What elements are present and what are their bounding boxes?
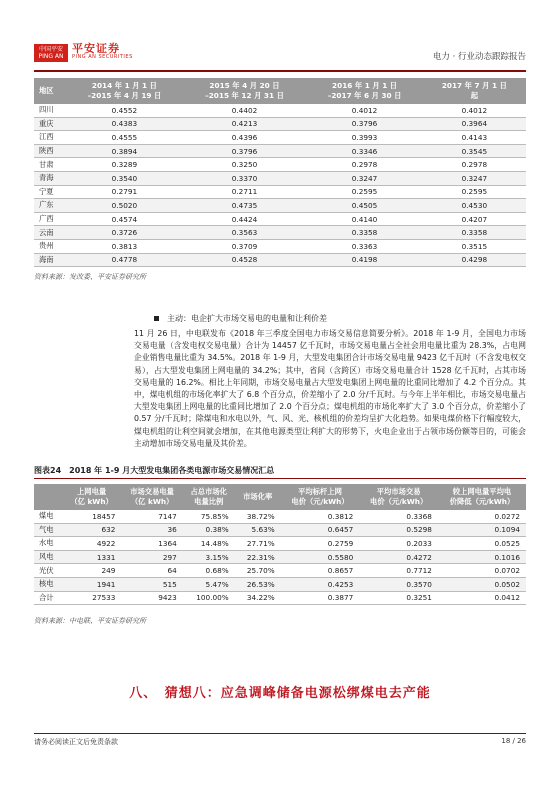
value-cell: 0.3726 bbox=[66, 226, 182, 240]
value-cell: 0.3964 bbox=[423, 117, 526, 131]
value-cell: 7147 bbox=[121, 510, 182, 523]
value-cell: 0.3515 bbox=[423, 239, 526, 253]
value-cell: 0.2595 bbox=[306, 185, 422, 199]
value-cell: 0.4213 bbox=[183, 117, 307, 131]
row-label-cell: 光伏 bbox=[34, 564, 62, 578]
column-header: 占总市场化 电量比例 bbox=[183, 484, 235, 510]
value-cell: 0.0412 bbox=[438, 591, 526, 605]
value-cell: 22.31% bbox=[235, 550, 281, 564]
value-cell: 0.3247 bbox=[423, 171, 526, 185]
value-cell: 0.4528 bbox=[183, 253, 307, 267]
row-label-cell: 广东 bbox=[34, 199, 66, 213]
table-row bbox=[34, 591, 526, 605]
value-cell: 0.3812 bbox=[281, 510, 360, 523]
value-cell: 0.4272 bbox=[359, 550, 438, 564]
value-cell: 0.3368 bbox=[359, 510, 438, 523]
table-row bbox=[34, 537, 526, 551]
column-header: 2016 年 1 月 1 日 –2017 年 6 月 30 日 bbox=[306, 78, 422, 104]
value-cell: 0.2595 bbox=[423, 185, 526, 199]
row-label-cell: 广西 bbox=[34, 212, 66, 226]
value-cell: 27533 bbox=[62, 591, 122, 605]
value-cell: 0.3247 bbox=[306, 171, 422, 185]
value-cell: 0.1016 bbox=[438, 550, 526, 564]
value-cell: 0.4778 bbox=[66, 253, 182, 267]
table-row bbox=[34, 239, 526, 253]
value-cell: 0.4735 bbox=[183, 199, 307, 213]
logo-name-en: PING AN SECURITIES bbox=[72, 54, 133, 60]
table-row bbox=[34, 171, 526, 185]
table-row bbox=[34, 117, 526, 131]
value-cell: 3.15% bbox=[183, 550, 235, 564]
row-label-cell: 甘肃 bbox=[34, 158, 66, 172]
value-cell: 34.22% bbox=[235, 591, 281, 605]
value-cell: 0.3894 bbox=[66, 144, 182, 158]
value-cell: 100.00% bbox=[183, 591, 235, 605]
row-label-cell: 核电 bbox=[34, 577, 62, 591]
value-cell: 0.5020 bbox=[66, 199, 182, 213]
row-label-cell: 贵州 bbox=[34, 239, 66, 253]
header-rule bbox=[34, 70, 526, 72]
value-cell: 0.4012 bbox=[306, 104, 422, 117]
row-label-cell: 陕西 bbox=[34, 144, 66, 158]
column-header: 平均标杆上网 电价（元/kWh） bbox=[281, 484, 360, 510]
value-cell: 0.0702 bbox=[438, 564, 526, 578]
table-row bbox=[34, 104, 526, 117]
value-cell: 0.7712 bbox=[359, 564, 438, 578]
value-cell: 0.4574 bbox=[66, 212, 182, 226]
value-cell: 297 bbox=[121, 550, 182, 564]
value-cell: 36 bbox=[121, 523, 182, 537]
value-cell: 0.4424 bbox=[183, 212, 307, 226]
value-cell: 0.4505 bbox=[306, 199, 422, 213]
value-cell: 18457 bbox=[62, 510, 122, 523]
value-cell: 38.72% bbox=[235, 510, 281, 523]
value-cell: 0.2759 bbox=[281, 537, 360, 551]
footer-rule bbox=[34, 733, 526, 734]
row-label-cell: 煤电 bbox=[34, 510, 62, 523]
row-label-cell: 风电 bbox=[34, 550, 62, 564]
value-cell: 1364 bbox=[121, 537, 182, 551]
column-header: 市场化率 bbox=[235, 484, 281, 510]
row-label-cell: 气电 bbox=[34, 523, 62, 537]
value-cell: 0.3289 bbox=[66, 158, 182, 172]
value-cell: 0.3370 bbox=[183, 171, 307, 185]
value-cell: 9423 bbox=[121, 591, 182, 605]
logo-name-cn: 平安证券 bbox=[72, 42, 120, 55]
column-header: 平均市场交易 电价（元/kWh） bbox=[359, 484, 438, 510]
column-header: 上网电量 （亿 kWh） bbox=[62, 484, 122, 510]
value-cell: 0.3545 bbox=[423, 144, 526, 158]
value-cell: 4922 bbox=[62, 537, 122, 551]
table1-source: 资料来源：发改委、平安证券研究所 bbox=[34, 273, 146, 281]
figure-title: 图表24 2018 年 1-9 月大型发电集团各类电源市场交易情况汇总 bbox=[34, 465, 526, 479]
table-row bbox=[34, 253, 526, 267]
logo-badge: 中国平安 PING AN bbox=[34, 44, 68, 62]
row-label-cell: 四川 bbox=[34, 104, 66, 117]
row-label-cell: 海南 bbox=[34, 253, 66, 267]
value-cell: 0.3251 bbox=[359, 591, 438, 605]
row-label-cell: 重庆 bbox=[34, 117, 66, 131]
row-label-cell: 水电 bbox=[34, 537, 62, 551]
table-row bbox=[34, 185, 526, 199]
value-cell: 0.38% bbox=[183, 523, 235, 537]
value-cell: 0.4140 bbox=[306, 212, 422, 226]
table-row bbox=[34, 158, 526, 172]
table-row bbox=[34, 550, 526, 564]
column-header: 较上网电量平均电 价降低（元/kWh） bbox=[438, 484, 526, 510]
value-cell: 75.85% bbox=[183, 510, 235, 523]
table-row bbox=[34, 577, 526, 591]
table-row bbox=[34, 199, 526, 213]
value-cell: 0.4555 bbox=[66, 131, 182, 145]
value-cell: 0.4253 bbox=[281, 577, 360, 591]
value-cell: 25.70% bbox=[235, 564, 281, 578]
table-row bbox=[34, 131, 526, 145]
value-cell: 0.3877 bbox=[281, 591, 360, 605]
value-cell: 27.71% bbox=[235, 537, 281, 551]
value-cell: 0.5580 bbox=[281, 550, 360, 564]
value-cell: 0.4143 bbox=[423, 131, 526, 145]
table-row bbox=[34, 144, 526, 158]
table2-source: 资料来源：中电联、平安证券研究所 bbox=[34, 617, 146, 625]
footer-disclaimer: 请务必阅读正文后免责条款 bbox=[34, 738, 118, 746]
value-cell: 0.3570 bbox=[359, 577, 438, 591]
value-cell: 0.5298 bbox=[359, 523, 438, 537]
page-number: 18 / 26 bbox=[501, 737, 526, 745]
value-cell: 0.0502 bbox=[438, 577, 526, 591]
value-cell: 632 bbox=[62, 523, 122, 537]
report-title: 电力 · 行业动态跟踪报告 bbox=[432, 52, 526, 62]
value-cell: 0.8657 bbox=[281, 564, 360, 578]
value-cell: 0.4012 bbox=[423, 104, 526, 117]
value-cell: 0.3540 bbox=[66, 171, 182, 185]
column-header: 市场交易电量 （亿 kWh） bbox=[121, 484, 182, 510]
value-cell: 0.1094 bbox=[438, 523, 526, 537]
value-cell: 5.63% bbox=[235, 523, 281, 537]
value-cell: 26.53% bbox=[235, 577, 281, 591]
table-row bbox=[34, 226, 526, 240]
value-cell: 0.3563 bbox=[183, 226, 307, 240]
tariff-table bbox=[34, 78, 526, 267]
table-row bbox=[34, 564, 526, 578]
value-cell: 0.3358 bbox=[306, 226, 422, 240]
value-cell: 0.3358 bbox=[423, 226, 526, 240]
market-trade-table bbox=[34, 484, 526, 605]
value-cell: 0.4552 bbox=[66, 104, 182, 117]
value-cell: 0.2978 bbox=[306, 158, 422, 172]
value-cell: 0.0525 bbox=[438, 537, 526, 551]
value-cell: 0.68% bbox=[183, 564, 235, 578]
value-cell: 1331 bbox=[62, 550, 122, 564]
section-heading: 八、 猜想八：应急调峰储备电源松绑煤电去产能 bbox=[129, 686, 431, 701]
column-header bbox=[34, 484, 62, 510]
table-row bbox=[34, 212, 526, 226]
value-cell: 515 bbox=[121, 577, 182, 591]
value-cell: 249 bbox=[62, 564, 122, 578]
column-header: 地区 bbox=[34, 78, 66, 104]
bullet-heading: 主动：电企扩大市场交易电的电量和让利价差 bbox=[154, 313, 327, 324]
value-cell: 0.4298 bbox=[423, 253, 526, 267]
pingan-logo bbox=[34, 44, 133, 62]
column-header: 2017 年 7 月 1 日 起 bbox=[423, 78, 526, 104]
table-row bbox=[34, 523, 526, 537]
value-cell: 0.2791 bbox=[66, 185, 182, 199]
row-label-cell: 合计 bbox=[34, 591, 62, 605]
table-row bbox=[34, 510, 526, 523]
value-cell: 0.4207 bbox=[423, 212, 526, 226]
value-cell: 0.3813 bbox=[66, 239, 182, 253]
value-cell: 0.6457 bbox=[281, 523, 360, 537]
value-cell: 64 bbox=[121, 564, 182, 578]
value-cell: 0.3993 bbox=[306, 131, 422, 145]
value-cell: 0.3346 bbox=[306, 144, 422, 158]
value-cell: 0.4530 bbox=[423, 199, 526, 213]
value-cell: 0.3709 bbox=[183, 239, 307, 253]
row-label-cell: 宁夏 bbox=[34, 185, 66, 199]
value-cell: 0.4198 bbox=[306, 253, 422, 267]
value-cell: 0.2978 bbox=[423, 158, 526, 172]
value-cell: 1941 bbox=[62, 577, 122, 591]
value-cell: 0.3796 bbox=[183, 144, 307, 158]
value-cell: 0.0272 bbox=[438, 510, 526, 523]
value-cell: 0.3363 bbox=[306, 239, 422, 253]
value-cell: 0.2033 bbox=[359, 537, 438, 551]
value-cell: 14.48% bbox=[183, 537, 235, 551]
row-label-cell: 云南 bbox=[34, 226, 66, 240]
value-cell: 0.4396 bbox=[183, 131, 307, 145]
row-label-cell: 青海 bbox=[34, 171, 66, 185]
body-paragraph: 11 月 26 日，中电联发布《2018 年三季度全国电力市场交易信息简要分析》。2018 年 1-9 月，全国电力市场交易电量（含发电权交易电量）合计为 14457 亿千瓦时，市场交易电量占全社会用电量比重为 28.3%，占电网企业销售电量比重为 34.5%。2018 年 1-9 月，大型发电集团合计市场交易电量 9423 亿千瓦时（不含发电权交易），占大型发电集团上网电量的 34.2%；其中，省间（含跨区）市场交易电量合计 1528 亿千瓦时，占其市场交易电量的 16.2%。相比上年同期，市场交易电量占大型发电集团上网电量的比重同比增加了 4.2 个百分点。其中，煤电机组的市场化率扩大了 6.8 个百分点，价差缩小了 2.0 分/千瓦时。与今年上半年相比，市场交易电量占大型发电集团上网电量的比重同比增加了 2.0 个百分点；煤电机组的市场化率扩大了 3.0 个百分点，价差缩小了 0.57 分/千瓦时；除煤电和水电以外，气、风、光、核机组的价差均呈扩大化趋势。如果电煤价格下行幅度较大，煤电机组的让利空间就会增加，在其他电源类型让利扩大的形势下，火电企业出于占领市场份额等目的，可能会主动增加市场交易电量及其价差。 bbox=[134, 329, 526, 448]
value-cell: 0.3796 bbox=[306, 117, 422, 131]
column-header: 2014 年 1 月 1 日 –2015 年 4 月 19 日 bbox=[66, 78, 182, 104]
bullet-square-icon bbox=[154, 316, 159, 321]
value-cell: 0.4383 bbox=[66, 117, 182, 131]
value-cell: 0.4402 bbox=[183, 104, 307, 117]
column-header: 2015 年 4 月 20 日 –2015 年 12 月 31 日 bbox=[183, 78, 307, 104]
value-cell: 5.47% bbox=[183, 577, 235, 591]
value-cell: 0.2711 bbox=[183, 185, 307, 199]
row-label-cell: 江西 bbox=[34, 131, 66, 145]
value-cell: 0.3250 bbox=[183, 158, 307, 172]
